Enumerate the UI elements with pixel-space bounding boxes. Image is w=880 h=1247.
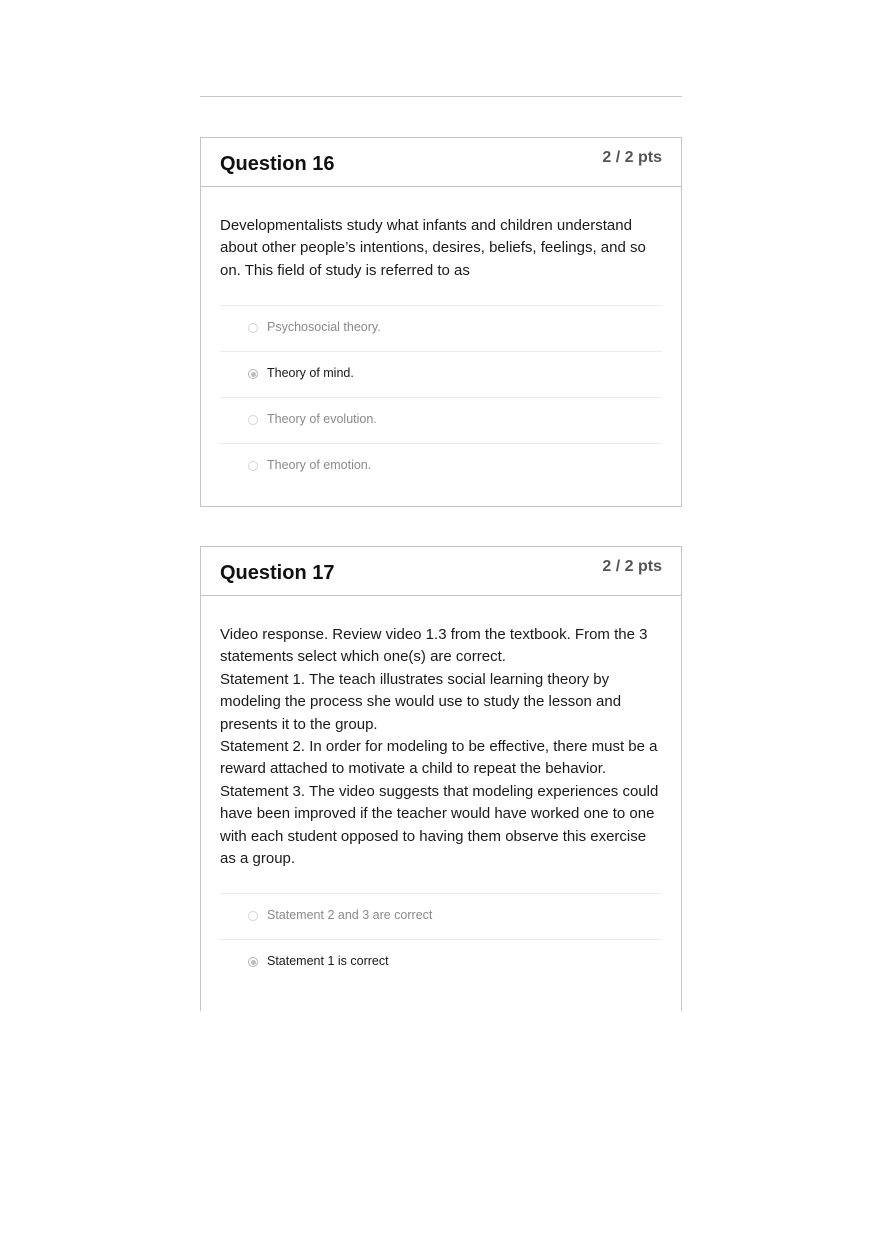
question-card-16 (200, 137, 682, 507)
radio-button-checked[interactable] (248, 369, 258, 379)
question-text (220, 624, 662, 870)
question-header (201, 547, 681, 596)
radio-button[interactable] (248, 461, 258, 471)
question-text-line: modeling the process she would use to study the lesson and (220, 693, 622, 711)
answer-option[interactable] (220, 444, 662, 489)
answer-label: Statement 2 and 3 are correct (267, 908, 433, 923)
question-text-line: with each student opposed to having them observe this exercise (220, 827, 647, 845)
radio-button-checked[interactable] (248, 957, 258, 967)
question-text-line: Statement 2. In order for modeling to be effective, there must be a (220, 738, 658, 756)
question-text-line: about other people’s intentions, desires, beliefs, feelings, and so (220, 239, 646, 257)
question-body (201, 187, 681, 489)
answer-option-selected[interactable] (220, 352, 662, 398)
answer-list (220, 305, 662, 489)
answer-label: Theory of evolution. (267, 412, 377, 427)
question-text-line: reward attached to motivate a child to repeat the behavior. (220, 760, 607, 778)
answer-option[interactable] (220, 398, 662, 444)
answer-label: Statement 1 is correct (267, 954, 389, 969)
answer-option-selected[interactable] (220, 940, 662, 985)
question-text-line: have been improved if the teacher would have worked one to one (220, 805, 655, 823)
top-divider (200, 96, 682, 97)
radio-button[interactable] (248, 911, 258, 921)
question-title: Question 17 (220, 562, 335, 584)
question-text-line: presents it to the group. (220, 715, 378, 733)
question-text-line: Statement 1. The teach illustrates social learning theory by (220, 670, 610, 688)
question-title: Question 16 (220, 153, 335, 175)
question-text-line: Statement 3. The video suggests that modeling experiences could (220, 782, 659, 800)
answer-option[interactable] (220, 306, 662, 352)
radio-button[interactable] (248, 415, 258, 425)
answer-label: Theory of emotion. (267, 458, 372, 473)
question-text-line: Video response. Review video 1.3 from the textbook. From the 3 (220, 626, 648, 643)
question-text-line: as a group. (220, 850, 296, 868)
question-body (201, 596, 681, 985)
question-header (201, 138, 681, 187)
question-text-line: Developmentalists study what infants and children understand (220, 217, 632, 234)
question-points: 2 / 2 pts (602, 558, 662, 575)
question-text (220, 215, 662, 282)
question-text-line: on. This field of study is referred to as (220, 261, 470, 279)
answer-label: Psychosocial theory. (267, 320, 381, 335)
question-text-line: statements select which one(s) are correct. (220, 648, 506, 666)
question-card-17 (200, 546, 682, 1011)
answer-option[interactable] (220, 894, 662, 940)
answer-label: Theory of mind. (267, 366, 354, 381)
radio-button[interactable] (248, 323, 258, 333)
answer-list (220, 893, 662, 985)
question-points: 2 / 2 pts (602, 149, 662, 166)
